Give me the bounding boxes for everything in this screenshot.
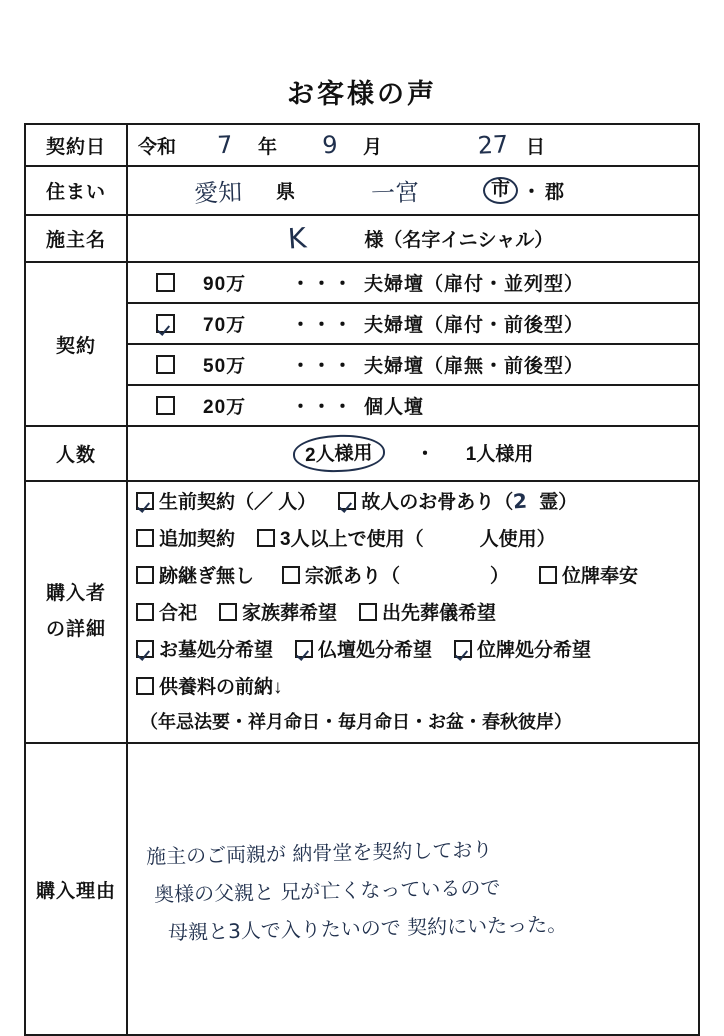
day-unit: 日: [526, 136, 546, 158]
table-row-residence: [25, 166, 699, 215]
contract-option-4-price: 20万: [203, 397, 247, 418]
detail-4b-text: 家族葬希望: [242, 603, 338, 624]
detail-1b-handwritten-count[interactable]: 2: [512, 488, 529, 513]
customer-voice-form: [24, 123, 700, 1036]
checkbox-joint-enshrinement[interactable]: [136, 603, 154, 621]
detail-line-6: [128, 667, 698, 704]
checkbox-contract-20[interactable]: [156, 396, 175, 415]
prefecture-unit: 県: [276, 182, 296, 203]
detail-1b-text: 故人のお骨あり（: [361, 492, 514, 513]
cell-contract-option-4[interactable]: [127, 385, 699, 426]
contract-option-2-text: 夫婦壇（扉付・前後型）: [364, 315, 585, 336]
contract-option-4-text: 個人壇: [364, 397, 425, 418]
detail-5c-text: 位牌処分希望: [477, 640, 592, 661]
cell-owner-name: [127, 215, 699, 262]
reason-line-2: 奥様の父親と 兄が亡くなっているので: [153, 875, 501, 907]
detail-3c-text: 位牌奉安: [562, 566, 639, 587]
contract-option-3-price: 50万: [203, 356, 247, 377]
address-separator: ・: [522, 182, 542, 203]
label-owner-name: 施主名: [25, 215, 127, 262]
checkbox-sect-present[interactable]: [282, 566, 300, 584]
contract-option-1-dots: ・・・: [291, 274, 355, 295]
contract-day-value[interactable]: 27: [477, 130, 510, 160]
checkbox-ihai-disposal[interactable]: [454, 640, 472, 658]
detail-line-1: [128, 482, 698, 519]
detail-1a-tail: ／ 人）: [254, 492, 317, 513]
contract-option-1-text: 夫婦壇（扉付・並列型）: [364, 274, 585, 295]
year-unit: 年: [258, 136, 278, 158]
detail-6a-text: 供養料の前納↓: [159, 677, 283, 698]
detail-3b-tail: ）: [490, 566, 510, 587]
checkbox-no-successor[interactable]: [136, 566, 154, 584]
cell-contract-option-3[interactable]: [127, 344, 699, 385]
checkbox-additional-contract[interactable]: [136, 529, 154, 547]
checkbox-contract-70[interactable]: [156, 314, 175, 333]
contract-option-1-price: 90万: [203, 274, 247, 295]
detail-2b-tail: 人使用）: [479, 529, 556, 550]
contract-option-2-dots: ・・・: [291, 315, 355, 336]
label-buyer-details: [25, 481, 127, 743]
cell-residence: [127, 166, 699, 215]
page-title: お客様の声: [287, 79, 437, 109]
detail-1a-text: 生前契約（: [159, 492, 255, 513]
detail-4c-text: 出先葬儀希望: [382, 603, 497, 624]
label-buyer-details-line1: 購入者: [45, 582, 106, 604]
people-option-selected[interactable]: 2人様用: [292, 433, 385, 473]
table-row-buyer-details: [25, 481, 699, 743]
detail-line-3: [128, 556, 698, 593]
checkbox-contract-50[interactable]: [156, 355, 175, 374]
table-row-contract-option-1: [25, 262, 699, 303]
contract-month-value[interactable]: 9: [321, 130, 339, 160]
cell-contract-date: [127, 124, 699, 166]
people-option-other[interactable]: 1人様用: [465, 444, 534, 465]
contract-option-3-dots: ・・・: [291, 356, 355, 377]
table-row-contract-option-3: [25, 344, 699, 385]
checkbox-three-or-more[interactable]: [257, 529, 275, 547]
checkbox-prepaid-memorial-fee[interactable]: [136, 677, 154, 695]
checkbox-ihai-enshrine[interactable]: [539, 566, 557, 584]
reason-line-1: 施主のご両親が 納骨堂を契約しており: [145, 837, 493, 869]
detail-4a-text: 合祀: [159, 603, 198, 624]
detail-line-5: [128, 630, 698, 667]
detail-line-4: [128, 593, 698, 630]
label-buyer-details-line2: の詳細: [45, 619, 106, 640]
district-unit[interactable]: 郡: [545, 182, 565, 203]
checkbox-pre-need-contract[interactable]: [136, 492, 154, 510]
table-row-contract-option-2: [25, 303, 699, 344]
table-row-people-count: [25, 426, 699, 481]
city-unit-circled[interactable]: 市: [483, 177, 518, 204]
reason-line-3: 母親と3人で入りたいので 契約にいたった。: [167, 912, 568, 945]
city-value[interactable]: 一宮: [370, 178, 420, 208]
label-contract-date: 契約日: [25, 124, 127, 166]
checkbox-butsudan-disposal[interactable]: [295, 640, 313, 658]
detail-2b-text: 3人以上で使用（: [280, 529, 424, 550]
checkbox-offsite-funeral[interactable]: [359, 603, 377, 621]
detail-3b-text: 宗派あり（: [305, 566, 401, 587]
contract-year-value[interactable]: 7: [216, 130, 234, 160]
checkbox-remains-present[interactable]: [338, 492, 356, 510]
owner-initial-value[interactable]: K: [286, 221, 308, 256]
checkbox-family-funeral[interactable]: [219, 603, 237, 621]
cell-people-count: [127, 426, 699, 481]
detail-5a-text: お墓処分希望: [159, 640, 274, 661]
cell-contract-option-1[interactable]: [127, 262, 699, 303]
month-unit: 月: [363, 136, 383, 158]
checkbox-contract-90[interactable]: [156, 273, 175, 292]
table-row-contract-option-4: [25, 385, 699, 426]
detail-line-2: [128, 519, 698, 556]
contract-option-3-text: 夫婦壇（扉無・前後型）: [364, 356, 585, 377]
label-contract: 契約: [25, 262, 127, 426]
purchase-reason-text: [128, 822, 698, 956]
cell-purchase-reason[interactable]: [127, 743, 699, 1035]
detail-5b-text: 仏壇処分希望: [318, 640, 433, 661]
era-label: 令和: [138, 136, 177, 158]
prefecture-value[interactable]: 愛知: [193, 178, 243, 208]
contract-option-2-price: 70万: [203, 315, 247, 336]
contract-option-4-dots: ・・・: [291, 397, 355, 418]
table-row-contract-date: [25, 124, 699, 166]
people-separator: ・: [415, 444, 435, 465]
checkbox-grave-disposal[interactable]: [136, 640, 154, 658]
owner-name-suffix: 様（名字イニシャル）: [364, 230, 554, 251]
table-row-purchase-reason: [25, 743, 699, 1035]
buyer-details-note: （年忌法要・祥月命日・毎月命日・お盆・春秋彼岸）: [140, 712, 572, 732]
label-purchase-reason: 購入理由: [25, 743, 127, 1035]
detail-2a-text: 追加契約: [159, 529, 236, 550]
label-residence: 住まい: [25, 166, 127, 215]
detail-3a-text: 跡継ぎ無し: [159, 566, 255, 587]
label-people-count: 人数: [25, 426, 127, 481]
detail-1b-tail: 霊）: [539, 492, 578, 513]
cell-buyer-details: [127, 481, 699, 743]
table-row-owner-name: [25, 215, 699, 262]
cell-contract-option-2[interactable]: [127, 303, 699, 344]
